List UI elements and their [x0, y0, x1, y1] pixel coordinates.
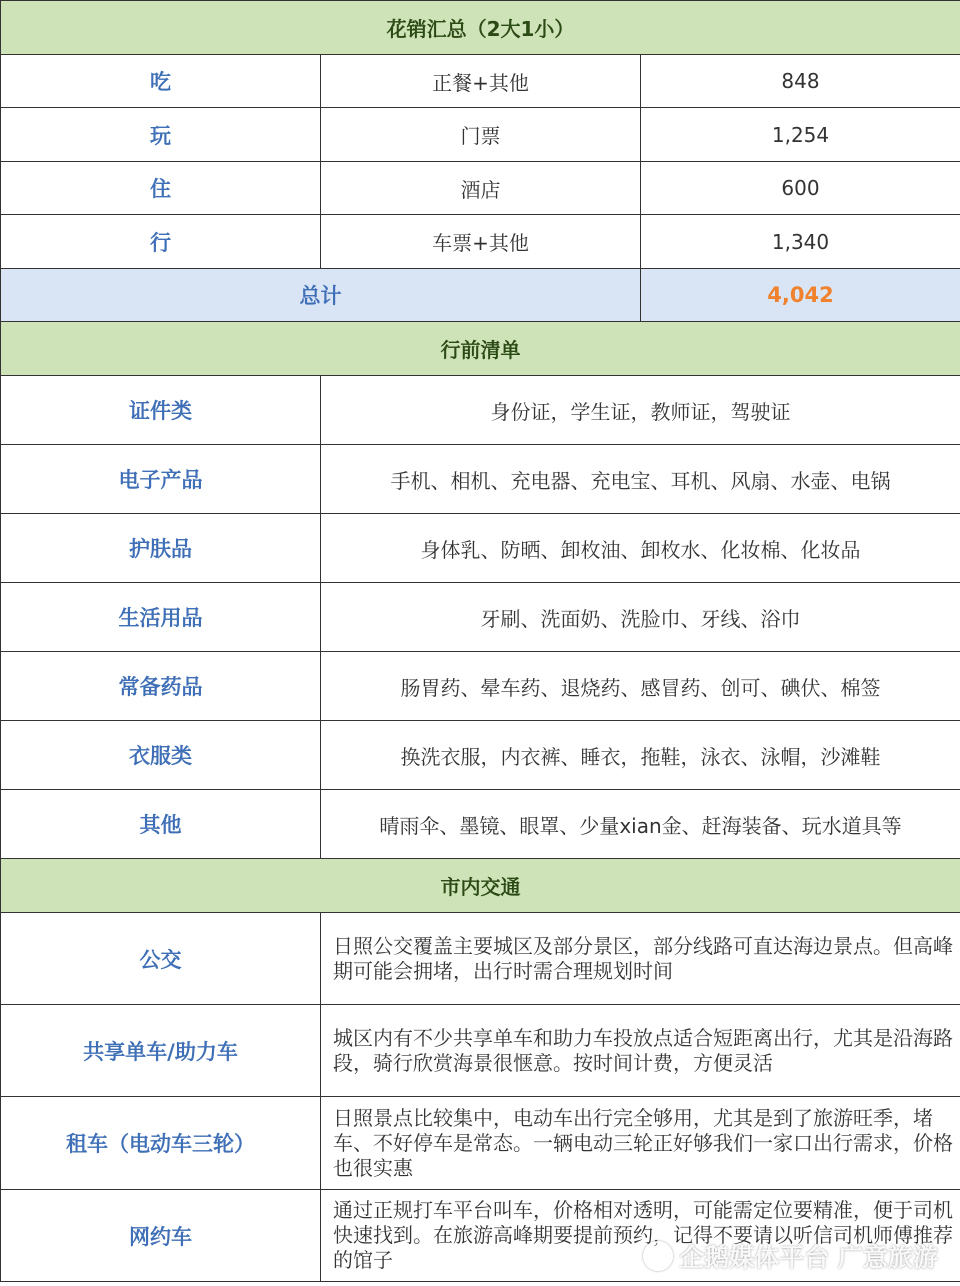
packing-items: 牙刷、洗面奶、洗脸巾、牙线、浴巾: [321, 583, 960, 652]
packing-title: 行前清单: [1, 322, 960, 376]
transport-desc: 通过正规打车平台叫车，价格相对透明，可能需定位要精准，便于司机快速找到。在旅游高峰期要提前预约，记得不要请以听信司机师傅推荐的馆子: [321, 1190, 960, 1282]
packing-category: 证件类: [1, 376, 321, 445]
table-row: [1, 162, 960, 215]
table-row: [1, 445, 960, 514]
packing-items: 肠胃药、晕车药、退烧药、感冒药、创可、碘伏、棉签: [321, 652, 960, 721]
packing-items: 身体乳、防晒、卸枚油、卸枚水、化妆棉、化妆品: [321, 514, 960, 583]
table-row: [1, 583, 960, 652]
expense-item: 正餐+其他: [321, 55, 641, 108]
packing-items: 手机、相机、充电器、充电宝、耳机、风扇、水壶、电锅: [321, 445, 960, 514]
expense-amount: 600: [641, 162, 960, 215]
packing-category: 生活用品: [1, 583, 321, 652]
expense-amount: 848: [641, 55, 960, 108]
expense-amount: 1,340: [641, 215, 960, 269]
packing-category: 电子产品: [1, 445, 321, 514]
packing-items: 晴雨伞、墨镜、眼罩、少量xian金、赶海装备、玩水道具等: [321, 790, 960, 859]
watermark: [643, 1238, 938, 1274]
packing-category: 护肤品: [1, 514, 321, 583]
transport-category: 公交: [1, 913, 321, 1005]
expense-item: 门票: [321, 108, 641, 162]
table-row: [1, 790, 960, 859]
expense-category: 吃: [1, 55, 321, 108]
transport-category: 租车（电动车三轮）: [1, 1097, 321, 1190]
table-row: [1, 215, 960, 269]
packing-category: 常备药品: [1, 652, 321, 721]
table-row: [1, 1005, 960, 1097]
table-row: [1, 55, 960, 108]
expense-header-row: [1, 1, 960, 55]
table-row: [1, 913, 960, 1005]
packing-items: 换洗衣服，内衣裤、睡衣，拖鞋，泳衣、泳帽，沙滩鞋: [321, 721, 960, 790]
packing-category: 其他: [1, 790, 321, 859]
expense-title: 花销汇总（2大1小）: [1, 1, 960, 55]
expense-item: 车票+其他: [321, 215, 641, 269]
watermark-logo-icon: [643, 1241, 673, 1271]
transport-desc: 日照公交覆盖主要城区及部分景区，部分线路可直达海边景点。但高峰期可能会拥堵，出行时需合理规划时间: [321, 913, 960, 1005]
table-row: [1, 652, 960, 721]
transport-category: 网约车: [1, 1190, 321, 1282]
total-label: 总计: [1, 269, 641, 322]
packing-category: 衣服类: [1, 721, 321, 790]
transport-title: 市内交通: [1, 859, 960, 913]
transport-header-row: [1, 859, 960, 913]
table-row: [1, 376, 960, 445]
packing-header-row: [1, 322, 960, 376]
transport-category: 共享单车/助力车: [1, 1005, 321, 1097]
expense-category: 玩: [1, 108, 321, 162]
table-row: [1, 514, 960, 583]
table-row: [1, 1097, 960, 1190]
expense-item: 酒店: [321, 162, 641, 215]
expense-category: 住: [1, 162, 321, 215]
transport-desc: 城区内有不少共享单车和助力车投放点适合短距离出行，尤其是沿海路段，骑行欣赏海景很惬意。按时间计费，方便灵活: [321, 1005, 960, 1097]
expense-category: 行: [1, 215, 321, 269]
total-row: [1, 269, 960, 322]
table-row: [1, 108, 960, 162]
watermark-text: 企鹅媒体平台 广意旅游: [679, 1243, 938, 1272]
expense-amount: 1,254: [641, 108, 960, 162]
table-row: [1, 721, 960, 790]
transport-desc: 日照景点比较集中，电动车出行完全够用，尤其是到了旅游旺季，堵车、不好停车是常态。一辆电动三轮正好够我们一家口出行需求，价格也很实惠: [321, 1097, 960, 1190]
total-value: 4,042: [641, 269, 960, 322]
packing-items: 身份证，学生证，教师证，驾驶证: [321, 376, 960, 445]
